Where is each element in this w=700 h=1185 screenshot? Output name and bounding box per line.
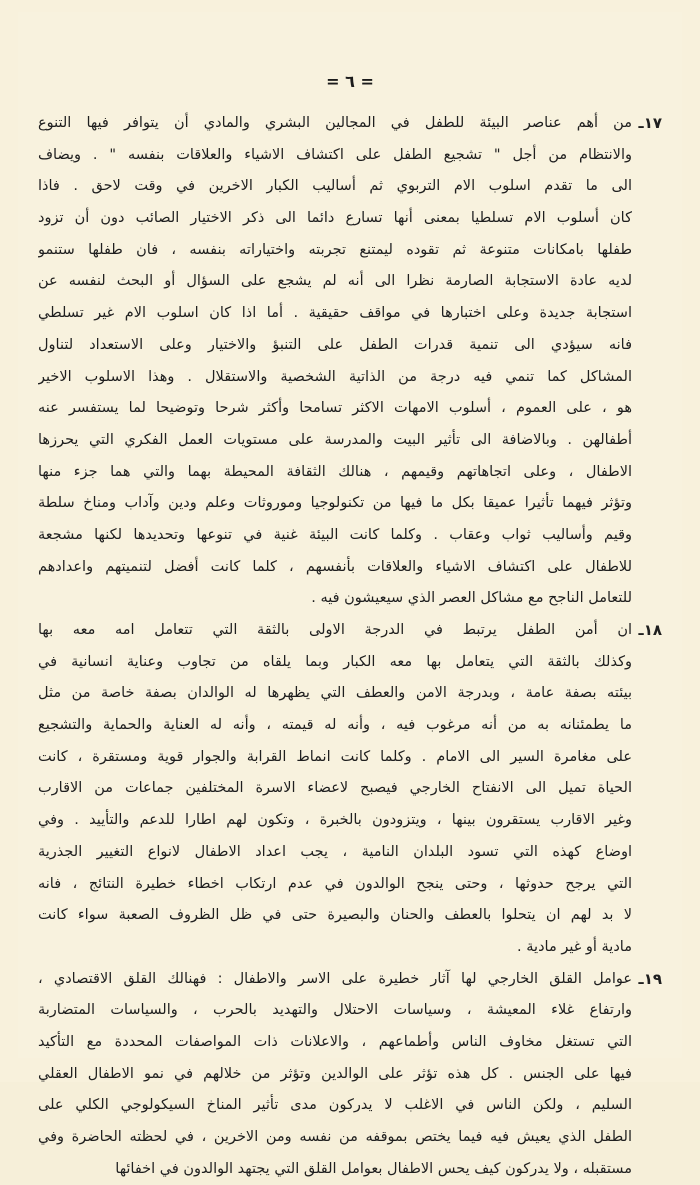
text-line: فيها على الجنس . كل هذه تؤثر على الوالدين وتؤثر من خلالهم في نمو الاطفال العقلي (38, 1065, 632, 1082)
text-line: السليم ، ولكن الناس في الاغلب لا يدركون مدى تأثير المناخ السيكولوجي الكلي على (38, 1097, 632, 1114)
text-line: وكذلك بالثقة التي يتعامل بها معه الكبار وبما يلقاه من تجاوب وعناية انسانية في (38, 653, 632, 670)
text-line: على مغامرة السير الى الامام . وكلما كانت انماط القرابة والجوار قوية ومستقرة ، كانت (38, 748, 632, 765)
paragraph-number: ١٩ـ (638, 969, 662, 988)
text-line: وغير الاقارب يستقرون بينها ، ويتزودون بالخبرة ، وتكون لهم اطارا للدعم والتأييد . وفي (38, 812, 632, 829)
text-line: عوامل القلق الخارجي لها آثار خطيرة على الاسر والاطفال : فهنالك القلق الاقتصادي ، (38, 970, 632, 987)
paragraph-number: ١٨ـ (638, 621, 662, 639)
paragraph-1 (38, 108, 662, 615)
text-line: أطفالهن . وبالاضافة الى تأثير البيت والمدرسة على مستويات العمل الفكري التي يحرزها (38, 431, 632, 448)
page-number: = ٦ = (326, 72, 374, 91)
paragraph-2 (38, 615, 662, 964)
text-line: التي تستغل مخاوف الناس وأطماعهم ، والاعلانات ذات المواصفات المحددة مع التأكيد (38, 1033, 632, 1050)
text-line: الحياة تميل الى الانفتاح الخارجي فيصبح لاعضاء الاسرة المختلفين جماعات من الاقارب (38, 780, 632, 797)
text-line: ان أمن الطفل يرتبط في الدرجة الاولى بالثقة التي تتعامل امه معه بها (38, 622, 632, 638)
text-line: وقيم وأساليب ثواب وعقاب . وكلما كانت البيئة غنية في تنوعها وتحديدها لكنها مشجعة (38, 526, 632, 543)
text-line: وارتفاع غلاء المعيشة ، وسياسات الاحتلال والتهديد بالحرب ، والسياسات المتضاربة (38, 1002, 632, 1019)
paragraph-number: ١٧ـ (638, 114, 662, 132)
text-line: الطفل الذي يعيش فيه فيما يختص بموقفه من نفسه ومن الاخرين ، في لحظته الحاضرة وفي (38, 1129, 632, 1145)
text-line: للاطفال على اكتشاف الاشياء والعلاقات بأنفسهم ، كلما كانت أفضل لتنميتهم واعدادهم (38, 558, 632, 575)
text-line: فانه سيؤدي الى تنمية قدرات الطفل على التنبؤ والاختيار وعلى الاستعداد لتناول (38, 336, 632, 353)
text-line: وتؤثر فيهما تأثيرا عميقا بكل ما فيها من تكنولوجيا وموروثات وعلم ودين وآداب ومناخ سلطة (38, 495, 632, 512)
text-line: التي يرجح حدوثها ، وحتى ينجح الوالدون في عدم ارتكاب اخطاء خطيرة النتائج ، فانه (38, 875, 632, 892)
paragraph-3 (38, 964, 662, 1185)
text-line: طفلها بامكانات متنوعة ثم تقوده ليمتنع تجربته واختياراته بنفسه ، فان طفلها ستنمو (38, 241, 632, 258)
text-line: لديه عادة الاستجابة الصارمة نظرا الى أنه لم يشجع على السؤال أو البحث لنفسه عن (38, 273, 632, 290)
text-line: استجابة جديدة وعلى اختبارها في مواقف حقيقية . أما اذا كان اسلوب الام غير تسلطي (38, 305, 632, 322)
text-line: والانتظام من أجل " تشجيع الطفل على اكتشاف الاشياء والعلاقات بنفسه " . ويضاف (38, 146, 632, 163)
text-line: مادية أو غير مادية . (517, 938, 632, 955)
text-line: المشاكل كما تنمي فيه درجة من الذاتية الشخصية والاستقلال . وهذا الاسلوب الاخير (38, 368, 632, 385)
text-line: لا بد لهم ان يتحلوا بالعطف والحنان والبصيرة حتى في ظل الظروف الصعبة سواء كانت (38, 907, 632, 924)
text-line: من أهم عناصر البيئة للطفل في المجالين البشري والمادي أن يتوافر فيها التنوع (38, 115, 632, 131)
text-line: هو ، على العموم ، أسلوب الامهات الاكثر تسامحا وأكثر شرحا وتوضيحا لما يستفسر عنه (38, 400, 632, 417)
text-line: مستقبله ، ولا يدركون كيف يحس الاطفال بعوامل القلق التي يجتهد الوالدون في اخفائها (115, 1160, 632, 1177)
document-body (38, 108, 662, 1185)
text-line: الى ما تقدم اسلوب الام التربوي ثم أساليب الكبار الاخرين في وقت لاحق . فاذا (38, 178, 632, 195)
text-line: كان أسلوب الام تسلطيا بمعنى أنها تسارع دائما الى ذكر الاختيار الصائب دون أن تزود (38, 210, 632, 227)
text-line: اوضاع كهذه التي تسود البلدان النامية ، يجب اعداد الاطفال لانواع التغيير الجذرية (38, 843, 632, 860)
text-line: للتعامل الناجح مع مشاكل العصر الذي سيعيشون فيه . (311, 590, 632, 607)
text-line: بيئته بصفة عامة ، وبدرجة الامن والعطف التي يظهرها له الوالدان بصفة خاصة من مثل (38, 685, 632, 702)
text-line: الاطفال ، وعلى اتجاهاتهم وقيمهم ، هنالك الثقافة المحيطة بهما والتي هما جزء منها (38, 463, 632, 480)
text-line: ما يطمئنانه به من أنه مرغوب فيه ، وأنه له قيمته ، وأنه له العناية والحماية والتشجيع (38, 717, 632, 734)
